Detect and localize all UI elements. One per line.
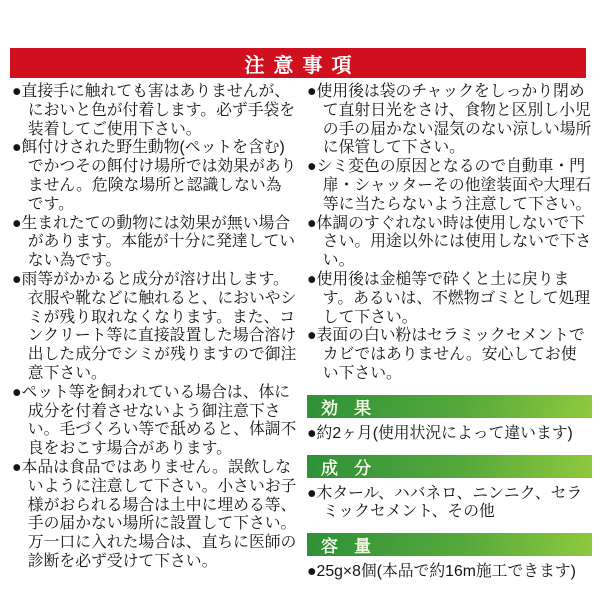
caution-item: ●使用後は金槌等で砕くと土に戻ります。あるいは、不燃物ゴミとして処理して下さい。 [307, 270, 591, 326]
section-body-capacity: ●25g×8個(本品で約16m施工できます) [307, 563, 576, 581]
section-body-ingredients: ●木タール、ハバネロ、ニンニク、セラミックセメント、その他 [307, 484, 583, 521]
section-title-effect: 効果 [321, 398, 388, 418]
section-title-capacity: 容量 [321, 537, 388, 557]
caution-item: ●雨等がかかると成分が溶け出します。衣服や靴などに触れると、においやシミが残り取れなくなります。また、コンクリート等に直接設置した場合溶け出した成分でシミが残りますので御注意下さい。 [12, 270, 297, 382]
section-body-effect: ●約2ヶ月(使用状況によって違います) [307, 424, 573, 442]
section-title-ingredients: 成分 [321, 458, 388, 478]
caution-item: ●シミ変色の原因となるので自動車・門扉・シャッターその他塗装面や大理石等に当たらないよう注意して下さい。 [307, 158, 592, 213]
caution-item: ●体調のすぐれない時は使用しないで下さい。用途以外には使用しないで下さい。 [307, 214, 592, 270]
section-header-effect [307, 395, 592, 418]
caution-item: ●使用後は袋のチャックをしっかり閉めて直射日光をさけ、食物と区別し小児の手の届かない湿気のない涼しい場所に保管して下さい。 [307, 83, 592, 157]
cautions-list-right [307, 83, 592, 384]
caution-item: ●直接手に触れても害はありませんが、においと色が付着します。必ず手袋を装着してご使用下さい。 [12, 83, 296, 138]
cautions-column-left [12, 83, 297, 582]
caution-item: ●生まれたての動物には効果が無い場合があります。本能が十分に発達していない為です。 [12, 214, 296, 270]
section-header-capacity [307, 533, 592, 556]
caution-item: ●ペット等を飼われている場合は、体に成分を付着させないよう御注意下さい。毛づくろい等で舐めると、体調不良をおこす場合があります。 [12, 383, 297, 458]
page-title: 注意事項 [244, 54, 361, 77]
cautions-header-bar [10, 48, 586, 78]
caution-item: ●表面の白い粉はセラミックセメントでカビではありません。安心してお使い下さい。 [307, 327, 585, 382]
caution-item: ●本品は食品ではありません。誤飲しないように注意して下さい。小さいお子様がおられる場合は土中に埋める等、手の届かない場所に設置して下さい。万一口に入れた場合は、直ちに医師の診断を必ず受けて下さい。 [12, 458, 297, 570]
cautions-columns [12, 83, 592, 582]
section-header-ingredients [307, 455, 592, 478]
cautions-column-right [307, 83, 592, 582]
caution-item: ●餌付けされた野生動物(ペットを含む)でかつその餌付け場所では効果がありません。危険な場所と認識しない為です。 [12, 139, 297, 213]
